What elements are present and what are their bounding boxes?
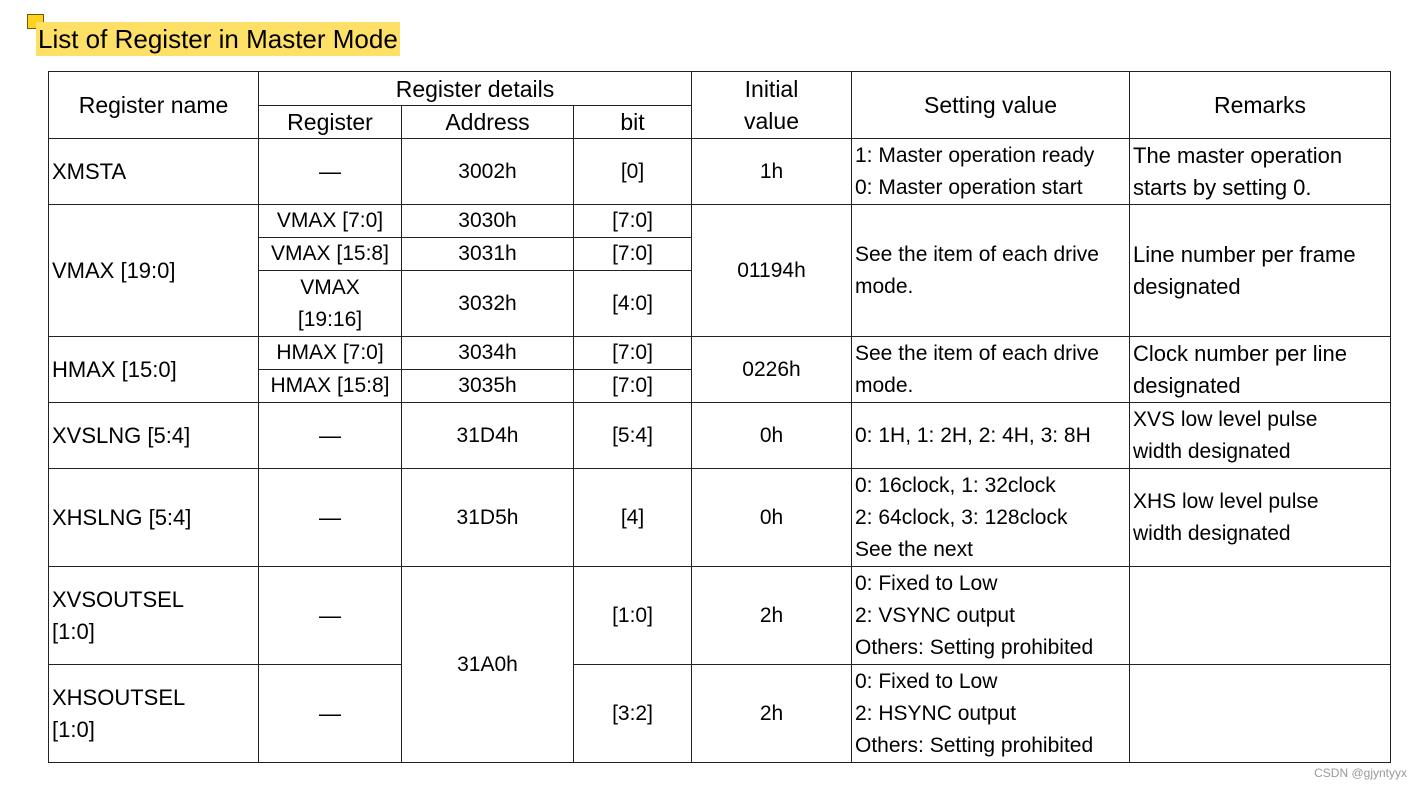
initial-value-cell: 0h: [692, 469, 852, 567]
bit-cell: [0]: [574, 139, 692, 205]
address-cell: 3035h: [402, 370, 574, 403]
watermark: CSDN @gjyntyyx: [1314, 766, 1407, 780]
address-cell: 3002h: [402, 139, 574, 205]
header-register-details: Register details: [259, 72, 692, 106]
header-initial-value: Initial value: [692, 72, 852, 139]
table-row: [49, 205, 1391, 238]
initial-value-cell: 0226h: [692, 337, 852, 403]
remarks-cell: [1130, 665, 1391, 763]
bit-cell: [5:4]: [574, 403, 692, 469]
address-cell: 3034h: [402, 337, 574, 370]
address-cell: 31D5h: [402, 469, 574, 567]
table-row: [49, 469, 1391, 567]
remarks-cell: Clock number per line designated: [1130, 337, 1391, 403]
header-remarks: Remarks: [1130, 72, 1391, 139]
bit-cell: [4]: [574, 469, 692, 567]
table-row: [49, 403, 1391, 469]
bit-cell: [7:0]: [574, 205, 692, 238]
register-cell: —: [259, 469, 402, 567]
remarks-cell: The master operation starts by setting 0.: [1130, 139, 1391, 205]
header-register-name: Register name: [49, 72, 259, 139]
address-cell: 3030h: [402, 205, 574, 238]
table-row: [49, 337, 1391, 370]
remarks-cell: [1130, 567, 1391, 665]
initial-value-cell: 01194h: [692, 205, 852, 337]
table-row: [49, 139, 1391, 205]
remarks-cell: Line number per frame designated: [1130, 205, 1391, 337]
header-register: Register: [259, 106, 402, 139]
initial-value-cell: 2h: [692, 665, 852, 763]
initial-value-cell: 0h: [692, 403, 852, 469]
initial-value-cell: 1h: [692, 139, 852, 205]
header-bit: bit: [574, 106, 692, 139]
page-title: List of Register in Master Mode: [38, 24, 398, 54]
setting-value-cell: 0: 1H, 1: 2H, 2: 4H, 3: 8H: [852, 403, 1130, 469]
register-table: [48, 71, 1391, 763]
bit-cell: [3:2]: [574, 665, 692, 763]
table-row: [49, 567, 1391, 665]
setting-value-cell: See the item of each drive mode.: [852, 205, 1130, 337]
remarks-cell: XHS low level pulse width designated: [1130, 469, 1391, 567]
setting-value-cell: 0: 16clock, 1: 32clock 2: 64clock, 3: 128clock See the next: [852, 469, 1130, 567]
register-name-cell: VMAX [19:0]: [49, 205, 259, 337]
bit-cell: [4:0]: [574, 271, 692, 337]
register-name-cell: XVSOUTSEL [1:0]: [49, 567, 259, 665]
header-address: Address: [402, 106, 574, 139]
bit-cell: [7:0]: [574, 238, 692, 271]
setting-value-cell: 1: Master operation ready 0: Master operation start: [852, 139, 1130, 205]
bit-cell: [7:0]: [574, 370, 692, 403]
register-name-cell: XHSLNG [5:4]: [49, 469, 259, 567]
register-name-cell: XVSLNG [5:4]: [49, 403, 259, 469]
bit-cell: [7:0]: [574, 337, 692, 370]
setting-value-cell: 0: Fixed to Low 2: HSYNC output Others: Setting prohibited: [852, 665, 1130, 763]
address-cell: 3032h: [402, 271, 574, 337]
setting-value-cell: 0: Fixed to Low 2: VSYNC output Others: Setting prohibited: [852, 567, 1130, 665]
initial-value-cell: 2h: [692, 567, 852, 665]
bit-cell: [1:0]: [574, 567, 692, 665]
remarks-cell: XVS low level pulse width designated: [1130, 403, 1391, 469]
register-cell: VMAX [7:0]: [259, 205, 402, 238]
register-cell: —: [259, 665, 402, 763]
register-cell: —: [259, 139, 402, 205]
register-name-cell: XMSTA: [49, 139, 259, 205]
table-row: [49, 665, 1391, 763]
setting-value-cell: See the item of each drive mode.: [852, 337, 1130, 403]
header-setting-value: Setting value: [852, 72, 1130, 139]
address-cell: 3031h: [402, 238, 574, 271]
register-cell: VMAX [15:8]: [259, 238, 402, 271]
register-name-cell: XHSOUTSEL [1:0]: [49, 665, 259, 763]
register-cell: —: [259, 403, 402, 469]
register-cell: —: [259, 567, 402, 665]
address-cell: 31A0h: [402, 567, 574, 763]
table-header-row: [49, 72, 1391, 106]
register-cell: HMAX [7:0]: [259, 337, 402, 370]
register-cell: VMAX [19:16]: [259, 271, 402, 337]
register-cell: HMAX [15:8]: [259, 370, 402, 403]
register-name-cell: HMAX [15:0]: [49, 337, 259, 403]
address-cell: 31D4h: [402, 403, 574, 469]
